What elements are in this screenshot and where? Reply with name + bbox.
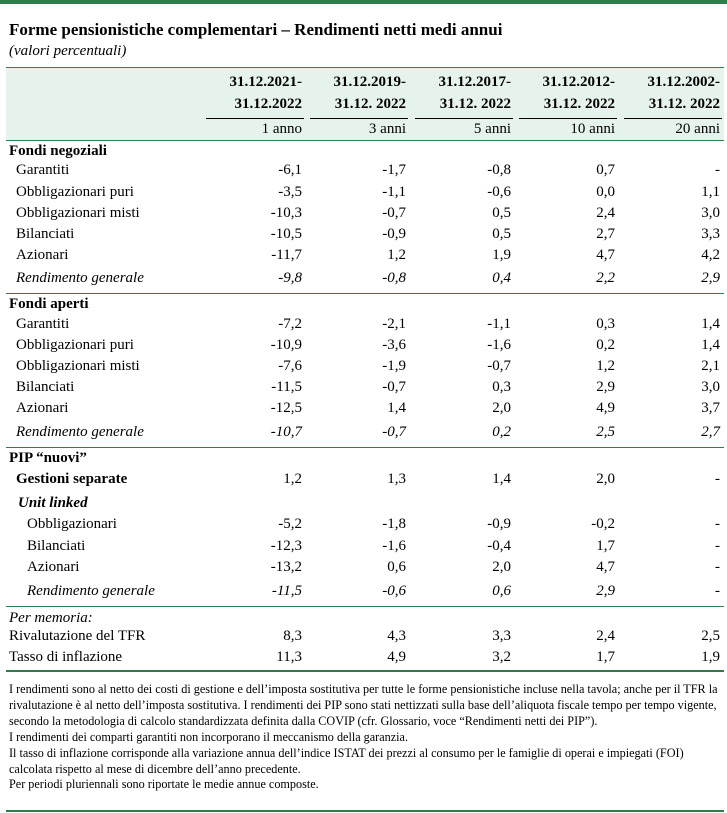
row-label: Garantiti: [16, 162, 70, 178]
note-2: I rendimenti dei comparti garantiti non incorporano il meccanismo della garanzia.: [9, 729, 408, 744]
cell-value: -: [715, 516, 720, 532]
cell-value: 3,3: [701, 226, 720, 242]
note-3: Il tasso di inflazione corrisponde alla variazione annua dell’indice ISTAT dei prezzi al consumo per le famiglie di operai e impiegati (FOI) calcolata rispetto al mese di dicembre dell’anno precedente.: [9, 745, 684, 776]
cell-value: -1,1: [382, 184, 406, 200]
cell-value: 1,2: [596, 358, 615, 374]
cell-value: 2,0: [596, 471, 615, 487]
table-row: [0, 247, 727, 268]
cell-value: 11,3: [276, 649, 302, 665]
cell-value: -1,8: [382, 516, 406, 532]
row-label: Rivalutazione del TFR: [9, 628, 146, 644]
cell-value: -11,7: [271, 247, 302, 263]
column-header-start-2: 31.12.2019-: [333, 74, 406, 90]
cell-value: 3,3: [492, 628, 511, 644]
row-label: Rendimento generale: [27, 583, 155, 599]
table-row: [0, 450, 727, 471]
cell-value: 4,7: [596, 559, 615, 575]
cell-value: -10,7: [270, 424, 302, 440]
table-row: [0, 495, 727, 516]
cell-value: 2,5: [596, 424, 615, 440]
cell-value: 2,7: [701, 424, 720, 440]
table-row: [0, 205, 727, 226]
cell-value: -0,7: [487, 358, 511, 374]
table-row: [0, 162, 727, 183]
notes-top-rule: [6, 670, 724, 672]
note-4: Per periodi pluriennali sono riportate le medie annue composte.: [9, 777, 319, 792]
table-row: [0, 424, 727, 445]
cell-value: 1,7: [596, 649, 615, 665]
cell-value: -7,6: [278, 358, 302, 374]
cell-value: 3,0: [701, 379, 720, 395]
cell-value: 2,0: [492, 400, 511, 416]
cell-value: -1,7: [382, 162, 406, 178]
row-label: Fondi negoziali: [9, 143, 107, 159]
cell-value: -6,1: [278, 162, 302, 178]
cell-value: -: [715, 583, 720, 599]
notes-bottom-rule: [6, 810, 724, 812]
cell-value: -0,8: [382, 270, 406, 286]
column-header-span-4: 10 anni: [570, 121, 615, 137]
section-rule-pip: [6, 447, 724, 448]
cell-value: -: [715, 538, 720, 554]
cell-value: 0,0: [596, 184, 615, 200]
column-header-span-3: 5 anni: [473, 121, 511, 137]
row-label: Obbligazionari misti: [16, 358, 140, 374]
cell-value: 1,2: [283, 471, 302, 487]
cell-value: 8,3: [283, 628, 302, 644]
table-row: [0, 583, 727, 604]
cell-value: 2,5: [701, 628, 720, 644]
cell-value: 0,4: [492, 270, 511, 286]
cell-value: -0,4: [487, 538, 511, 554]
cell-value: -12,5: [270, 400, 302, 416]
cell-value: 4,2: [701, 247, 720, 263]
cell-value: 1,4: [387, 400, 406, 416]
cell-value: -0,9: [382, 226, 406, 242]
table-row: [0, 337, 727, 358]
cell-value: -0,6: [487, 184, 511, 200]
table-row: [0, 628, 727, 649]
cell-value: 4,9: [387, 649, 406, 665]
row-label: Obbligazionari puri: [16, 337, 134, 353]
cell-value: 0,6: [387, 559, 406, 575]
column-header-underline: [310, 118, 408, 119]
cell-value: -3,5: [278, 184, 302, 200]
cell-value: 2,4: [596, 205, 615, 221]
row-label: Rendimento generale: [16, 270, 144, 286]
cell-value: 0,3: [492, 379, 511, 395]
cell-value: 1,4: [701, 337, 720, 353]
top-accent-line: [0, 0, 727, 4]
row-label: Obbligazionari puri: [16, 184, 134, 200]
row-label: Bilanciati: [16, 226, 75, 242]
cell-value: 1,1: [701, 184, 720, 200]
row-label: Per memoria:: [9, 610, 93, 626]
header-bottom-rule: [6, 140, 724, 141]
table-title: Forme pensionistiche complementari – Rendimenti netti medi annui: [9, 20, 503, 39]
column-header-span-5: 20 anni: [675, 121, 720, 137]
table-row: [0, 270, 727, 291]
column-header-span-1: 1 anno: [261, 121, 302, 137]
column-header-start-3: 31.12.2017-: [438, 74, 511, 90]
cell-value: 0,3: [596, 316, 615, 332]
note-1: [9, 682, 721, 730]
cell-value: 2,2: [596, 270, 615, 286]
row-label: PIP “nuovi”: [9, 450, 87, 466]
cell-value: -0,7: [382, 205, 406, 221]
cell-value: -0,6: [382, 583, 406, 599]
cell-value: -0,9: [487, 516, 511, 532]
cell-value: 1,4: [701, 316, 720, 332]
cell-value: 0,7: [596, 162, 615, 178]
row-label: Bilanciati: [27, 538, 86, 554]
cell-value: 2,7: [596, 226, 615, 242]
cell-value: -1,6: [382, 538, 406, 554]
cell-value: -2,1: [382, 316, 406, 332]
table-row: [0, 296, 727, 317]
row-label: Obbligazionari misti: [16, 205, 140, 221]
cell-value: 4,7: [596, 247, 615, 263]
cell-value: 1,9: [492, 247, 511, 263]
table-row: [0, 316, 727, 337]
cell-value: -11,5: [271, 379, 302, 395]
column-header-end-5: 31.12. 2022: [648, 96, 720, 112]
cell-value: -: [715, 559, 720, 575]
cell-value: 2,0: [492, 559, 511, 575]
column-header-end-3: 31.12. 2022: [439, 96, 511, 112]
cell-value: -11,5: [271, 583, 302, 599]
section-rule-memo: [6, 606, 724, 607]
cell-value: -10,9: [270, 337, 302, 353]
cell-value: -1,1: [487, 316, 511, 332]
cell-value: -0,7: [382, 424, 406, 440]
cell-value: 2,9: [596, 583, 615, 599]
row-label: Azionari: [16, 400, 69, 416]
cell-value: -0,8: [487, 162, 511, 178]
row-label: Bilanciati: [16, 379, 75, 395]
row-label: Garantiti: [16, 316, 70, 332]
table-row: [0, 516, 727, 537]
column-header-start-1: 31.12.2021-: [229, 74, 302, 90]
cell-value: 4,9: [596, 400, 615, 416]
column-header-start-4: 31.12.2012-: [542, 74, 615, 90]
column-header-start-5: 31.12.2002-: [647, 74, 720, 90]
cell-value: -10,3: [270, 205, 302, 221]
cell-value: 1,2: [387, 247, 406, 263]
table-row: [0, 143, 727, 164]
cell-value: -9,8: [278, 270, 302, 286]
column-header-underline: [206, 118, 304, 119]
table-row: [0, 400, 727, 421]
row-label: Azionari: [27, 559, 80, 575]
row-label: Unit linked: [18, 495, 88, 511]
column-header-end-4: 31.12. 2022: [543, 96, 615, 112]
note-1-text: I rendimenti sono al netto dei costi di gestione e dell’imposta sostitutiva per tutte le forme pensionistiche incluse nella tavola; anche per il TFR la rivalutazione è al netto dell’imposta sostitutiva. I rendimenti dei PIP sono stati nettizzati sulla base dell’aliquota fiscale tempo per tempo vigente, secondo la metodologia di calcolo standardizzata definita dalla COVIP (cfr. Glossario, voce “Rendimenti netti dei PIP”).: [9, 682, 718, 728]
cell-value: -1,6: [487, 337, 511, 353]
cell-value: 0,5: [492, 226, 511, 242]
cell-value: -1,9: [382, 358, 406, 374]
table-row: [0, 358, 727, 379]
column-header-span-2: 3 anni: [368, 121, 406, 137]
cell-value: -0,2: [591, 516, 615, 532]
cell-value: 0,6: [492, 583, 511, 599]
cell-value: -: [715, 162, 720, 178]
cell-value: 2,9: [596, 379, 615, 395]
row-label: Azionari: [16, 247, 69, 263]
cell-value: -13,2: [270, 559, 302, 575]
cell-value: 2,1: [701, 358, 720, 374]
cell-value: 1,4: [492, 471, 511, 487]
table-subtitle: (valori percentuali): [9, 43, 127, 59]
column-header-underline: [624, 118, 722, 119]
cell-value: -10,5: [270, 226, 302, 242]
cell-value: 3,2: [492, 649, 511, 665]
cell-value: -: [715, 471, 720, 487]
cell-value: 0,5: [492, 205, 511, 221]
table-row: [0, 379, 727, 400]
section-rule-fondi-aperti: [6, 293, 724, 294]
cell-value: -0,7: [382, 379, 406, 395]
cell-value: 0,2: [492, 424, 511, 440]
cell-value: 1,7: [596, 538, 615, 554]
cell-value: 1,3: [387, 471, 406, 487]
cell-value: 0,2: [596, 337, 615, 353]
column-header-underline: [519, 118, 617, 119]
cell-value: 4,3: [387, 628, 406, 644]
row-label: Tasso di inflazione: [9, 649, 123, 665]
row-label: Rendimento generale: [16, 424, 144, 440]
cell-value: 3,0: [701, 205, 720, 221]
table-row: [0, 471, 727, 492]
column-header-end-2: 31.12. 2022: [334, 96, 406, 112]
row-label: Fondi aperti: [9, 296, 89, 312]
cell-value: -5,2: [278, 516, 302, 532]
cell-value: -7,2: [278, 316, 302, 332]
table-row: [0, 184, 727, 205]
cell-value: 2,4: [596, 628, 615, 644]
table-row: [0, 226, 727, 247]
row-label: Gestioni separate: [16, 471, 128, 487]
column-header-underline: [415, 118, 513, 119]
cell-value: -12,3: [270, 538, 302, 554]
table-row: [0, 538, 727, 559]
table-row: [0, 649, 727, 670]
column-header-end-1: 31.12.2022: [234, 96, 302, 112]
row-label: Obbligazionari: [27, 516, 117, 532]
cell-value: 1,9: [701, 649, 720, 665]
table-row: [0, 559, 727, 580]
table-notes: [9, 682, 721, 793]
cell-value: 2,9: [701, 270, 720, 286]
cell-value: 3,7: [701, 400, 720, 416]
cell-value: -3,6: [382, 337, 406, 353]
